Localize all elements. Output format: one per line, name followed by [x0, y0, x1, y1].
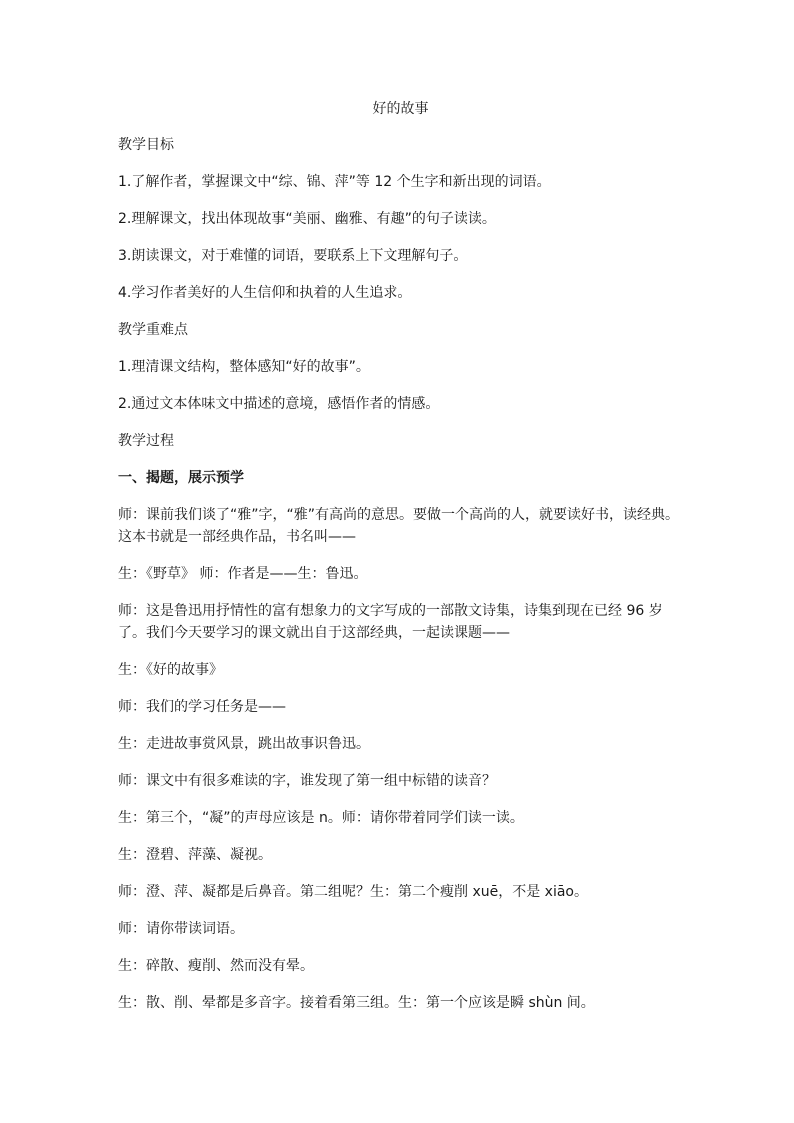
- document-body: [118, 98, 683, 1029]
- key-point-item-2: 2.通过文本体味文中描述的意境，感悟作者的情感。: [118, 396, 440, 412]
- section-heading-process: 教学过程: [118, 433, 174, 449]
- dialogue-line: 生：第三个，“凝”的声母应该是 n。师：请你带着同学们读一读。: [118, 810, 524, 826]
- objective-item-2: 2.理解课文，找出体现故事“美丽、幽雅、有趣”的句子读读。: [118, 211, 496, 227]
- dialogue-line: 生：碎散、瘦削、然而没有晕。: [118, 958, 314, 974]
- dialogue-line: 师：这是鲁迅用抒情性的富有想象力的文字写成的一部散文诗集，诗集到现在已经 96 岁了。我们今天要学习的课文就出自于这部经典，一起读课题——: [118, 603, 663, 641]
- dialogue-line: 生：《好的故事》: [118, 662, 223, 678]
- document-title: 好的故事: [372, 101, 429, 117]
- dialogue-line: 生：澄碧、萍藻、凝视。: [118, 847, 272, 863]
- dialogue-line: 师：课前我们谈了“雅”字，“雅”有高尚的意思。要做一个高尚的人，就要读好书，读经典。这本书就是一部经典作品，书名叫——: [118, 507, 680, 545]
- dialogue-line: 生：走进故事赏风景，跳出故事识鲁迅。: [118, 736, 370, 752]
- process-step-heading: 一、揭题，展示预学: [118, 470, 244, 486]
- dialogue-line: 生：《野草》 师：作者是——生：鲁迅。: [118, 566, 368, 582]
- objective-item-3: 3.朗读课文，对于难懂的词语，要联系上下文理解句子。: [118, 248, 468, 264]
- dialogue-line: 生：散、削、晕都是多音字。接着看第三组。生：第一个应该是瞬 shùn 间。: [118, 995, 595, 1011]
- section-heading-key-points: 教学重难点: [118, 322, 188, 338]
- dialogue-line: 师：请你带读词语。: [118, 921, 244, 937]
- dialogue-line: 师：课文中有很多难读的字，谁发现了第一组中标错的读音？: [118, 773, 496, 789]
- objective-item-1: 1.了解作者，掌握课文中“综、锦、萍”等 12 个生字和新出现的词语。: [118, 174, 551, 190]
- section-heading-objectives: 教学目标: [118, 137, 174, 153]
- objective-item-4: 4.学习作者美好的人生信仰和执着的人生追求。: [118, 285, 412, 301]
- key-point-item-1: 1.理清课文结构，整体感知“好的故事”。: [118, 359, 370, 375]
- dialogue-line: 师：我们的学习任务是——: [118, 699, 286, 715]
- dialogue-line: 师：澄、萍、凝都是后鼻音。第二组呢？生：第二个瘦削 xuē，不是 xiāo。: [118, 884, 588, 900]
